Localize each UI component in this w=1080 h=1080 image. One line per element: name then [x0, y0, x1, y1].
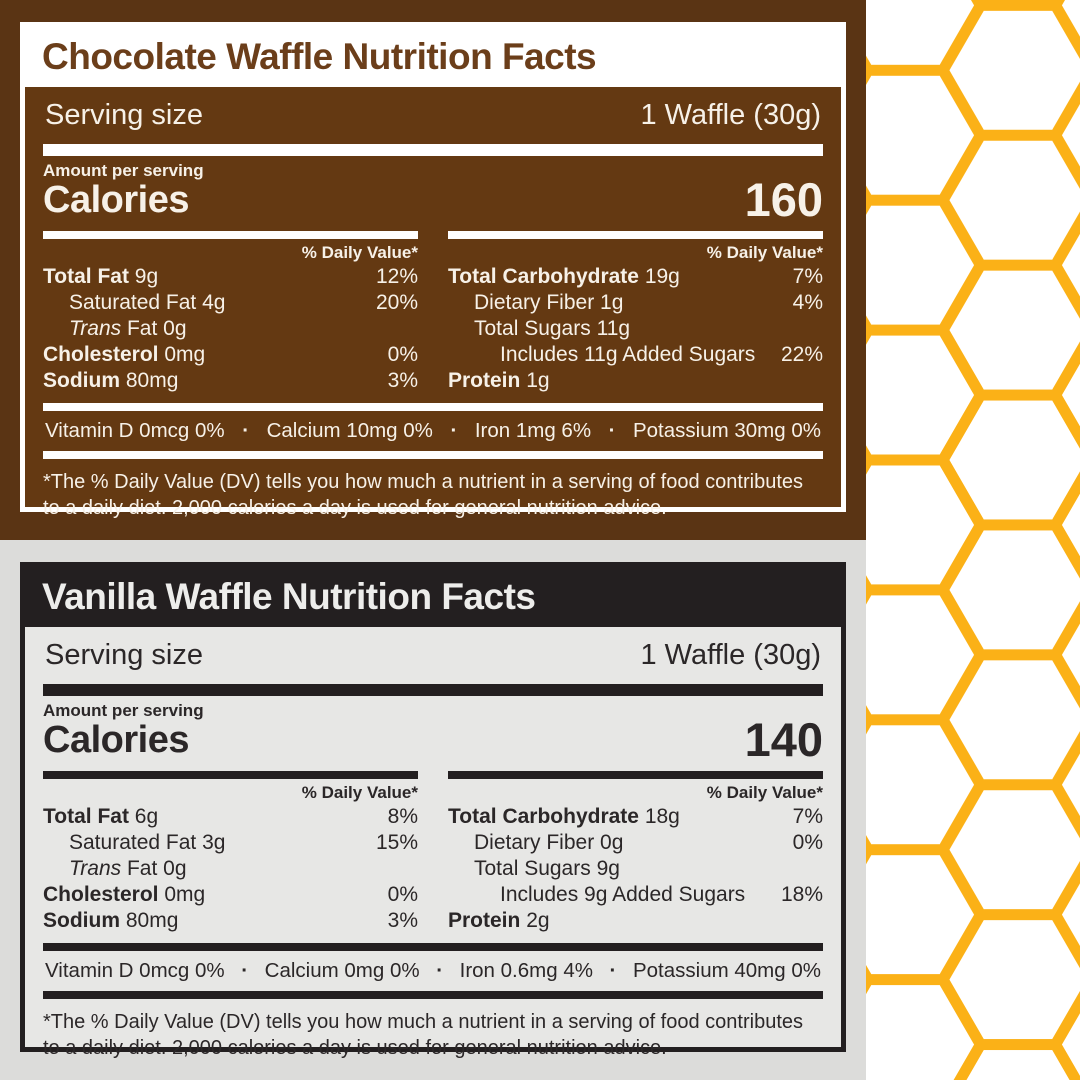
- dot-separator: ·: [436, 958, 444, 982]
- calories-label: Calories: [43, 179, 189, 221]
- nutrient-row-sodium: Sodium 80mg 3%: [43, 368, 418, 392]
- nutrient-columns: [43, 771, 823, 934]
- micronutrient-vitamin-d: Vitamin D 0mcg 0%: [45, 418, 225, 442]
- calories-row: [43, 701, 823, 766]
- nutrient-row-dietary-fiber: Dietary Fiber 1g 4%: [474, 290, 823, 314]
- divider: [43, 451, 823, 459]
- label-title-band: [25, 567, 841, 627]
- label-title: Chocolate Waffle Nutrition Facts: [42, 36, 597, 77]
- nutrient-row-cholesterol: Cholesterol 0mg 0%: [43, 342, 418, 366]
- micronutrient-iron: Iron 1mg 6%: [474, 418, 592, 442]
- divider: [43, 144, 823, 156]
- dot-separator: ·: [609, 958, 617, 982]
- nutrient-row-total-carbohydrate: Total Carbohydrate 18g 7%: [448, 804, 823, 828]
- nutrient-row-saturated-fat: Saturated Fat 3g 15%: [69, 830, 418, 854]
- divider: [43, 943, 823, 951]
- calories-label: Calories: [43, 719, 189, 761]
- daily-value-header: % Daily Value*: [706, 782, 823, 802]
- right-column: [448, 231, 823, 394]
- micronutrient-calcium: Calcium 0mg 0%: [264, 958, 420, 982]
- nutrient-row-dietary-fiber: Dietary Fiber 0g 0%: [474, 830, 823, 854]
- dot-separator: ·: [608, 418, 616, 442]
- serving-size-label: Serving size: [45, 639, 203, 671]
- vanilla-nutrition-label: [20, 562, 846, 1059]
- nutrient-row-total-sugars: Total Sugars 11g: [474, 316, 631, 340]
- nutrient-row-protein: Protein 1g: [448, 368, 550, 392]
- left-column: [43, 771, 418, 934]
- micronutrient-calcium: Calcium 10mg 0%: [266, 418, 433, 442]
- honeycomb-icon: [866, 0, 1080, 1080]
- amount-per-serving-label: Amount per serving: [43, 161, 204, 180]
- divider: [43, 771, 418, 779]
- nutrient-row-added-sugars: Includes 11g Added Sugars 22%: [500, 342, 823, 366]
- daily-value-header: % Daily Value*: [301, 242, 418, 262]
- nutrient-row-protein: Protein 2g: [448, 908, 550, 932]
- honeycomb-pattern: [866, 0, 1080, 1080]
- calories-left: [43, 161, 204, 221]
- nutrient-row-trans-fat: Trans Fat 0g: [69, 316, 187, 340]
- divider: [43, 231, 418, 239]
- nutrient-row-trans-fat: Trans Fat 0g: [69, 856, 187, 880]
- micronutrient-potassium: Potassium 30mg 0%: [632, 418, 821, 442]
- serving-size-row: [43, 631, 823, 684]
- nutrient-row-total-fat: Total Fat 6g 8%: [43, 804, 418, 828]
- right-column: [448, 771, 823, 934]
- serving-size-value: 1 Waffle (30g): [640, 639, 821, 671]
- nutrient-row-added-sugars: Includes 9g Added Sugars 18%: [500, 882, 823, 906]
- daily-value-header: % Daily Value*: [706, 242, 823, 262]
- serving-size-label: Serving size: [45, 99, 203, 131]
- nutrient-row-total-fat: Total Fat 9g 12%: [43, 264, 418, 288]
- micronutrient-vitamin-d: Vitamin D 0mcg 0%: [45, 958, 225, 982]
- amount-per-serving-label: Amount per serving: [43, 701, 204, 720]
- daily-value-footnote: *The % Daily Value (DV) tells you how much a nutrient in a serving of food contributes to a daily diet. 2,000 calories a day is used for general nutrition advice.: [43, 470, 803, 519]
- serving-size-value: 1 Waffle (30g): [640, 99, 821, 131]
- dot-separator: ·: [242, 418, 250, 442]
- nutrient-row-sodium: Sodium 80mg 3%: [43, 908, 418, 932]
- label-body: [25, 627, 841, 1061]
- nutrient-columns: [43, 231, 823, 394]
- nutrient-row-total-carbohydrate: Total Carbohydrate 19g 7%: [448, 264, 823, 288]
- divider: [448, 231, 823, 239]
- calories-left: [43, 701, 204, 761]
- nutrient-row-saturated-fat: Saturated Fat 4g 20%: [69, 290, 418, 314]
- label-body: [25, 87, 841, 521]
- label-title-band: [25, 27, 841, 87]
- micronutrient-iron: Iron 0.6mg 4%: [459, 958, 593, 982]
- micronutrients-row: [45, 959, 821, 983]
- nutrient-row-cholesterol: Cholesterol 0mg 0%: [43, 882, 418, 906]
- divider: [43, 403, 823, 411]
- vanilla-panel: [0, 540, 866, 1080]
- calories-row: [43, 161, 823, 226]
- daily-value-header: % Daily Value*: [301, 782, 418, 802]
- serving-size-row: [43, 91, 823, 144]
- calories-value: 160: [744, 172, 823, 226]
- chocolate-panel: [0, 0, 866, 540]
- dot-separator: ·: [241, 958, 249, 982]
- left-column: [43, 231, 418, 394]
- label-title: Vanilla Waffle Nutrition Facts: [42, 576, 536, 617]
- daily-value-footnote: *The % Daily Value (DV) tells you how much a nutrient in a serving of food contributes to a daily diet. 2,000 calories a day is used for general nutrition advice.: [43, 1010, 803, 1059]
- dot-separator: ·: [450, 418, 458, 442]
- nutrient-row-total-sugars: Total Sugars 9g: [474, 856, 620, 880]
- divider: [43, 991, 823, 999]
- calories-value: 140: [744, 712, 823, 766]
- micronutrients-row: [45, 419, 821, 443]
- chocolate-nutrition-label: [20, 22, 846, 519]
- divider: [43, 684, 823, 696]
- divider: [448, 771, 823, 779]
- micronutrient-potassium: Potassium 40mg 0%: [632, 958, 821, 982]
